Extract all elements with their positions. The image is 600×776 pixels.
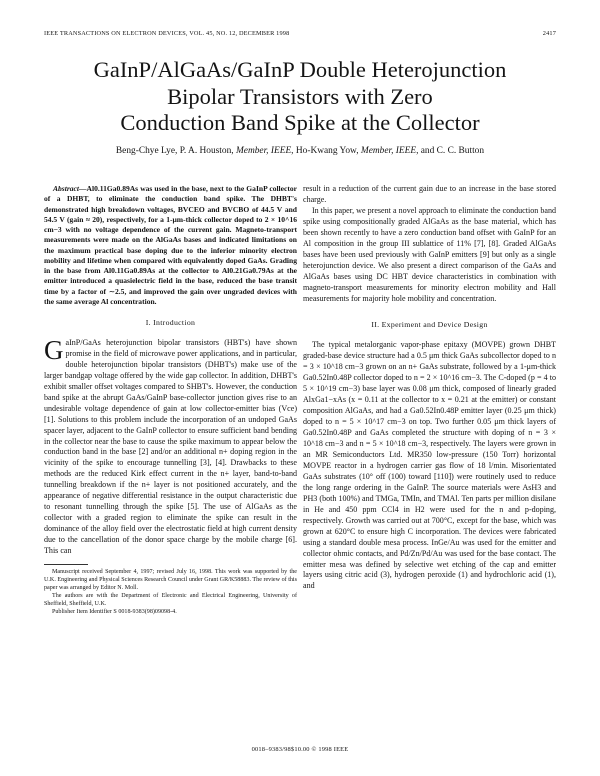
journal-name: IEEE TRANSACTIONS ON ELECTRON DEVICES, VOL. 45, NO. 12, DECEMBER 1998 <box>44 30 290 37</box>
title-line-3: Conduction Band Spike at the Collector <box>120 110 480 136</box>
right-paragraph-continued: result in a reduction of the current gain due to an increase in the base stored charge. <box>303 184 556 204</box>
title-line-1: GaInP/AlGaAs/GaInP Double Heterojunction <box>93 57 507 82</box>
intro-text: aInP/GaAs heterojunction bipolar transistors (HBT's) have shown promise in the field of microwave power applications, and in particular, double heterojunction bipolar transistors (DHBT's) make use of the larger bandgap voltage offered by the wide gap collector. In addition, DHBT's exhibit smaller offset voltages compared to SHBT's. However, the conduction band spike at the abrupt GaAs/GaInP base-collector junction gives rise to an undesirable voltage dependence of gain at low collector-emitter bias (Vce) [1]. Solutions to this problem include the incorporation of an undoped GaAs spacer layer, adjacent to the GaInP collector to ensure sufficient band bending in the collector near the base to cause the spike maximum to appear below the conduction band in the base [2] and/or an additional n+ doping region in the vicinity of the spike to encourage tunnelling [3], [4]. Drawbacks to these methods are the reduced Kirk effect current in the n+ layer, band-to-band tunnelling breakdown if the n+ layer is not positioned accurately, and the appearance of negative differential resistance in the output characteristic due to resonant tunnelling through the spike [5]. The use of AlGaAs as the collector with a graded region to eliminate the spike can result in the dominance of the alloy field over the electrostatic field at high current density due to the cancellation of the donor space charge by the mobile charge [6]. This can <box>44 337 297 556</box>
copyright-line: 0018–9383/98$10.00 © 1998 IEEE <box>251 746 349 753</box>
right-column <box>303 184 556 592</box>
section-heading-introduction: I. Introduction <box>145 318 196 327</box>
drop-cap: G <box>44 334 64 365</box>
author-names-2: , Ho-Kwang Yow, <box>291 146 361 156</box>
title-line-2: Bipolar Transistors with Zero <box>167 83 433 109</box>
section-heading-experiment: II. Experiment and Device Design <box>371 320 488 330</box>
paper-title <box>44 57 556 137</box>
author-names-3: , and C. C. Button <box>416 146 485 156</box>
experiment-paragraph: The typical metalorganic vapor-phase epitaxy (MOVPE) grown DHBT graded-base device structure had a 0.5 μm thick GaAs subcollector doped to n = 3 × 10^18 cm−3 grown on an n+ GaAs substrate, followed by a 1-μm-thick Ga0.52In0.48P collector doped to n = 2 × 10^16 cm−3. The C-doped (p = 4 to 5 × 10^19 cm−3) base layer was 0.08 μm thick, composed of linearly graded AlxGa1−xAs (x = 0.11 at the collector to x = 0.21 at the emitter) or constant composition AlGaAs, and had a Ga0.52In0.48P emitter layer (0.25 μm thick) doped to n = 5 × 10^17 cm−3 on top. Two further 0.05 μm thick layers of Ga0.52In0.48P and GaAs completed the structure with doping of n = 3 × 10^18 cm−3 and n = 5 × 10^18 cm−3, respectively. The layers were grown in an MR Semiconductors Ltd. MR350 low-pressure (150 Torr) horizontal MOVPE reactor in a hydrogen carrier gas flow of 18 l/min. Misorientated GaAs substrates (10° off (100) toward [110]) were routinely used to reduce the long range ordering in the GaInP. The source materials were AsH3 and PH3 (both 100%) and TMGa, TMIn, and TMAl. Ten parts per million disilane in He and 450 ppm CCl4 in H2 were used for the n and p-doping, respectively. Growth was carried out at 700°C, except for the base, which was grown at 620°C to ensure high C incorporation. The devices were fabricated using a standard double mesa process. InGe/Au was used for the emitter and collector ohmic contacts, and Pd/Zn/Pd/Au was used for the base contact. The emitter mesa was defined by selective wet etching of the cap and emitter layers using citric acid (3), hydrogen peroxide (1) and hydrochloric acid (1), and <box>303 340 556 591</box>
footnote-publisher-id: Publisher Item Identifier S 0018-9383(98)09098-4. <box>52 609 177 616</box>
footnote-rule <box>44 564 88 565</box>
right-paragraph-approach: In this paper, we present a novel approach to eliminate the conduction band spike using compositionally graded AlGaAs as the base material, which has been shown recently to have a zero conduction band offset with GaInP for an Al composition in the group III sublattice of 11% [7], [8]. Graded AlGaAs bases have been used previously with GaInP emitters [9] but only as a single heterojunction device. We also present a direct comparison of the GaAs and AlGaAs bases using DC HBT device characteristics in combination with magneto-transport measurements for minority electron mobility and Hall measurements for majority hole mobility and concentration. <box>303 205 556 303</box>
author-names-1: Beng-Chye Lye, P. A. Houston, <box>115 146 236 156</box>
left-column <box>44 184 297 617</box>
running-head <box>44 30 556 40</box>
author-membership-1: Member, IEEE <box>235 146 292 156</box>
footnote-affiliation: The authors are with the Department of Electronic and Electrical Engineering, University of Sheffield, Sheffield, U.K. <box>44 593 297 608</box>
abstract-text: Al0.11Ga0.89As was used in the base, next to the GaInP collector of a DHBT, to eliminate the conduction band spike. The DHBT's demonstrated high breakdown voltages, BVCEO and BVCBO of 44.5 V and 54.5 V (gain ≈ 20), respectively, for a 1-μm-thick collector doped to 2 × 10^16 cm−3 with no voltage dependence of the current gain. Magneto-transport measurements were made on the AlGaAs bases and indicated limitations on the maximum practical base doping due to the inferior minority electron mobility and lifetime when compared with equivalently doped GaAs. Grading in the base from Al0.11Ga0.89As at the collector to Al0.21Ga0.79As at the emitter introduced a quasielectric field in the base, reduced the base transit time by a factor of ∼2.5, and improved the gain over ungraded devices with the same average Al concentration. <box>44 184 297 306</box>
abstract <box>44 184 297 307</box>
author-list <box>44 146 556 156</box>
author-membership-2: Member, IEEE <box>360 146 417 156</box>
footnote-manuscript: Manuscript received September 4, 1997; revised July 16, 1998. This work was supported by the U.K. Engineering and Physical Sciences Research Council under Grant GR/K58883. The review of this paper was arranged by Editor N. Moll. <box>44 569 297 592</box>
abstract-label: Abstract— <box>53 184 87 193</box>
intro-paragraph <box>44 334 297 557</box>
page-number: 2417 <box>542 30 556 37</box>
